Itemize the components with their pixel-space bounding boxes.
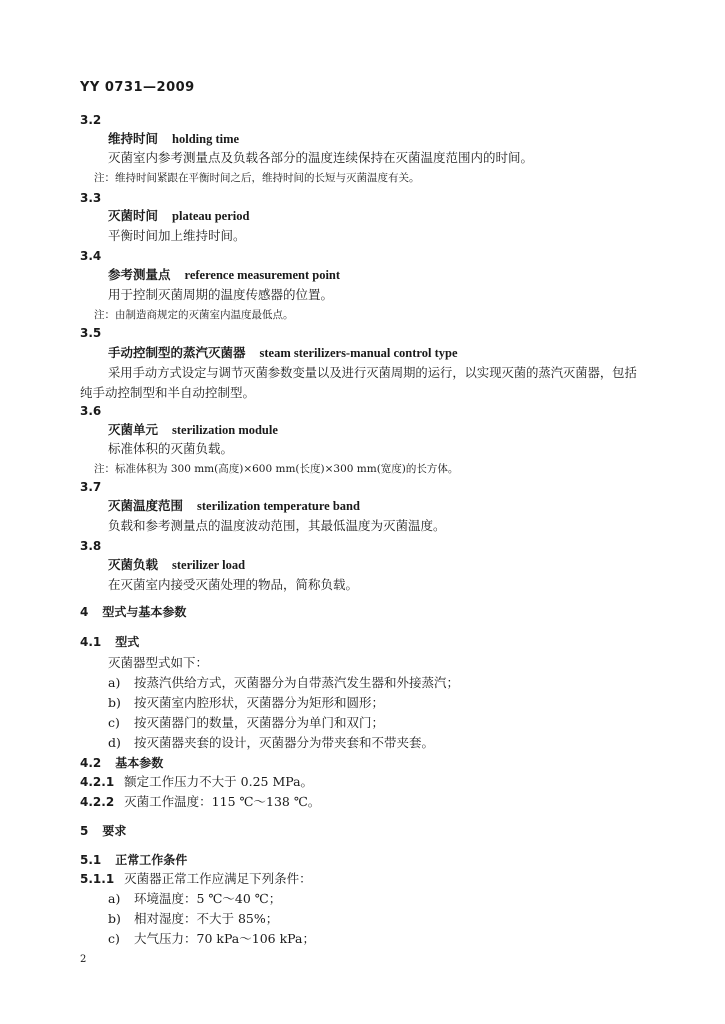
list-item-text: 按灭菌器夹套的设计，灭菌器分为带夹套和不带夹套。 [134,735,435,750]
clause-number: 5.1.1 [80,872,115,886]
list-item-label: a) [108,675,121,690]
term-number: 3.6 [80,404,102,418]
term-title [108,422,278,438]
term-number: 3.8 [80,539,102,553]
section-heading [80,604,186,620]
section-number: 4 [80,605,89,619]
term-note: 注：标准体积为 300 mm(高度)×600 mm(长度)×300 mm(宽度)的长方体。 [94,463,459,475]
term-cn: 灭菌负载 [108,557,159,572]
term-definition: 采用手动方式设定与调节灭菌参数变量以及进行灭菌周期的运行，以实现灭菌的蒸汽灭菌器，包括 [108,366,637,380]
term-title [108,557,245,573]
term-cn: 手动控制型的蒸汽灭菌器 [108,345,246,360]
term-definition: 负载和参考测量点的温度波动范围，其最低温度为灭菌温度。 [108,518,446,533]
subsection-number: 4.1 [80,635,102,649]
term-title [108,345,458,361]
subsection-title: 型式 [115,635,140,649]
term-number: 3.4 [80,249,102,263]
term-definition: 在灭菌室内接受灭菌处理的物品，简称负载。 [108,577,359,592]
subsection-number: 5.1 [80,853,102,867]
list-item-label: b) [108,911,121,926]
list-item [108,695,384,711]
list-item-text: 相对湿度：不大于 85%； [134,911,279,926]
list-item-label: c) [108,931,120,946]
term-definition: 平衡时间加上维持时间。 [108,228,246,243]
list-item [108,911,278,927]
clause [80,774,313,790]
term-en: plateau period [172,209,250,223]
clause [80,794,320,810]
section-title: 要求 [102,824,127,838]
clause-text: 灭菌器正常工作应满足下列条件： [124,871,312,886]
subsection-title: 正常工作条件 [115,853,188,867]
list-item-text: 大气压力：70 kPa～106 kPa； [134,931,315,946]
term-title [108,267,340,283]
term-cn: 灭菌温度范围 [108,498,184,513]
term-cn: 灭菌时间 [108,208,159,223]
term-title [108,208,249,224]
term-note: 注：维持时间紧跟在平衡时间之后，维持时间的长短与灭菌温度有关。 [94,172,420,184]
term-number: 3.5 [80,326,102,340]
term-definition: 用于控制灭菌周期的温度传感器的位置。 [108,287,334,302]
subsection-heading [80,852,187,868]
list-item-label: d) [108,735,121,750]
list-item [108,891,281,907]
list-item-label: c) [108,715,120,730]
term-number: 3.7 [80,480,102,494]
term-cn: 灭菌单元 [108,422,159,437]
term-en: steam sterilizers-manual control type [259,346,458,360]
page-number: 2 [80,954,87,965]
term-en: reference measurement point [184,268,341,282]
subsection-heading [80,755,163,771]
term-en: sterilizer load [172,558,246,572]
section-number: 5 [80,824,89,838]
list-item-text: 按蒸汽供给方式，灭菌器分为自带蒸汽发生器和外接蒸汽； [134,675,460,690]
standard-code: YY 0731—2009 [80,80,195,95]
clause-text: 额定工作压力不大于 0.25 MPa。 [124,774,314,789]
term-definition: 标准体积的灭菌负载。 [108,441,234,456]
term-en: holding time [172,132,240,146]
list-item-label: a) [108,891,121,906]
list-item-text: 按灭菌室内腔形状，灭菌器分为矩形和圆形； [134,695,385,710]
term-en: sterilization module [172,423,278,437]
list-item-label: b) [108,695,121,710]
list-item [108,675,459,691]
term-cn: 维持时间 [108,131,159,146]
term-en: sterilization temperature band [197,499,360,513]
term-title [108,498,360,514]
term-number: 3.3 [80,191,102,205]
paragraph: 灭菌器型式如下： [108,655,209,670]
list-item-text: 按灭菌器门的数量，灭菌器分为单门和双门； [134,715,385,730]
term-definition: 灭菌室内参考测量点及负载各部分的温度连续保持在灭菌温度范围内的时间。 [108,150,534,165]
clause-text: 灭菌工作温度：115 ℃～138 ℃。 [124,794,321,809]
clause-number: 4.2.1 [80,775,115,789]
list-item [108,735,434,751]
subsection-title: 基本参数 [115,756,164,770]
list-item [108,931,315,947]
term-definition-continued: 纯手动控制型和半自动控制型。 [80,385,256,400]
clause [80,871,312,887]
list-item [108,715,384,731]
clause-number: 4.2.2 [80,795,115,809]
section-heading [80,823,126,839]
subsection-heading [80,634,139,650]
list-item-text: 环境温度：5 ℃～40 ℃； [134,891,282,906]
section-title: 型式与基本参数 [102,605,187,619]
subsection-number: 4.2 [80,756,102,770]
term-title [108,131,239,147]
term-cn: 参考测量点 [108,267,171,282]
term-note: 注：由制造商规定的灭菌室内温度最低点。 [94,309,294,321]
term-number: 3.2 [80,113,102,127]
